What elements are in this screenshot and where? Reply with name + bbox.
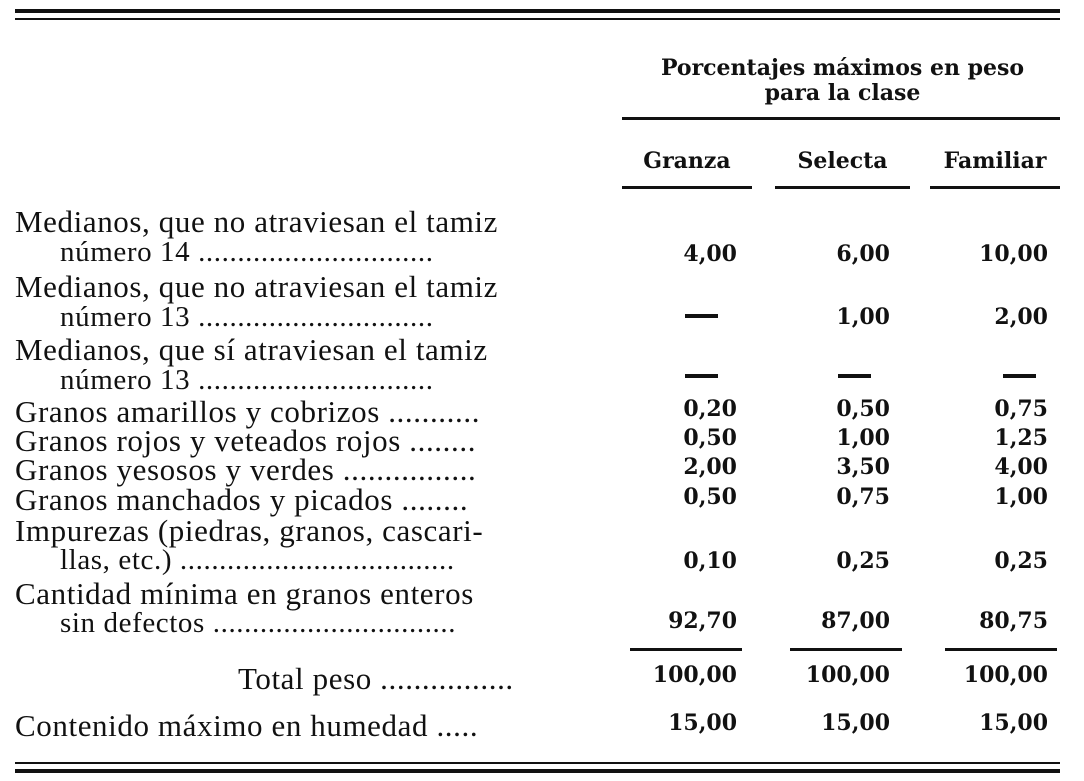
total-selecta: 100,00 bbox=[805, 662, 890, 688]
humidity-granza: 15,00 bbox=[668, 710, 737, 736]
group-title-rule bbox=[622, 117, 1060, 120]
cell-selecta: 0,50 bbox=[836, 396, 890, 422]
humidity-label: Contenido máximo en humedad ..... bbox=[15, 708, 479, 743]
row-label: Medianos, que sí atraviesan el tamiz bbox=[15, 332, 488, 367]
total-familiar: 100,00 bbox=[963, 662, 1048, 688]
cell-familiar: 2,00 bbox=[994, 304, 1048, 330]
cell-familiar: 10,00 bbox=[979, 241, 1048, 267]
cell-familiar: 4,00 bbox=[994, 454, 1048, 480]
cell-selecta: 0,25 bbox=[836, 548, 890, 574]
column-header-rule-familiar bbox=[930, 186, 1060, 189]
cell-selecta: 3,50 bbox=[836, 454, 890, 480]
cell-familiar: 1,25 bbox=[994, 425, 1048, 451]
top-rule-thin bbox=[15, 18, 1060, 20]
cell-selecta: 1,00 bbox=[836, 304, 890, 330]
cell-selecta-dash bbox=[838, 374, 871, 378]
cell-granza: 0,20 bbox=[683, 396, 737, 422]
row-label: Medianos, que no atraviesan el tamiz bbox=[15, 204, 498, 239]
total-granza: 100,00 bbox=[652, 662, 737, 688]
cell-granza: 0,50 bbox=[683, 425, 737, 451]
cell-granza-dash bbox=[685, 314, 718, 318]
humidity-familiar: 15,00 bbox=[979, 710, 1048, 736]
cell-granza: 0,10 bbox=[683, 548, 737, 574]
column-header-familiar: Familiar bbox=[943, 148, 1047, 174]
total-rule-selecta bbox=[790, 648, 902, 651]
cell-selecta: 1,00 bbox=[836, 425, 890, 451]
cell-selecta: 87,00 bbox=[821, 608, 890, 634]
row-label: Granos rojos y veteados rojos ........ bbox=[15, 423, 477, 458]
row-label: Granos manchados y picados ........ bbox=[15, 482, 469, 517]
cell-granza: 2,00 bbox=[683, 454, 737, 480]
cell-familiar: 80,75 bbox=[979, 608, 1048, 634]
cell-familiar: 0,75 bbox=[994, 396, 1048, 422]
bottom-rule-thick bbox=[15, 769, 1060, 773]
cell-selecta: 6,00 bbox=[836, 241, 890, 267]
group-title-line2: para la clase bbox=[764, 80, 921, 106]
total-label: Total peso ................ bbox=[238, 661, 514, 696]
group-title-line1: Porcentajes máximos en peso bbox=[660, 55, 1025, 81]
cell-selecta: 0,75 bbox=[836, 484, 890, 510]
column-header-rule-selecta bbox=[775, 186, 910, 189]
cell-familiar-dash bbox=[1003, 374, 1036, 378]
cell-granza: 0,50 bbox=[683, 484, 737, 510]
bottom-rule-thin bbox=[15, 762, 1060, 764]
cell-familiar: 0,25 bbox=[994, 548, 1048, 574]
cell-familiar: 1,00 bbox=[994, 484, 1048, 510]
cell-granza-dash bbox=[685, 374, 718, 378]
column-header-selecta: Selecta bbox=[797, 148, 888, 174]
humidity-selecta: 15,00 bbox=[821, 710, 890, 736]
total-rule-granza bbox=[630, 648, 742, 651]
cell-granza: 92,70 bbox=[668, 608, 737, 634]
row-label-continuation: número 14 .............................. bbox=[60, 236, 434, 268]
column-header-rule-granza bbox=[622, 186, 752, 189]
row-label-continuation: llas, etc.) ................................... bbox=[60, 544, 455, 576]
cell-granza: 4,00 bbox=[683, 241, 737, 267]
total-rule-familiar bbox=[945, 648, 1057, 651]
row-label: Cantidad mínima en granos enteros bbox=[15, 576, 474, 611]
row-label-continuation: número 13 .............................. bbox=[60, 301, 434, 333]
row-label-continuation: número 13 .............................. bbox=[60, 364, 434, 396]
column-header-granza: Granza bbox=[643, 148, 731, 174]
top-rule-thick bbox=[15, 9, 1060, 13]
row-label: Granos amarillos y cobrizos ........... bbox=[15, 394, 481, 429]
row-label-continuation: sin defectos ............................... bbox=[60, 607, 457, 639]
row-label: Granos yesosos y verdes ................ bbox=[15, 452, 477, 487]
row-label: Impurezas (piedras, granos, cascari- bbox=[15, 513, 484, 548]
row-label: Medianos, que no atraviesan el tamiz bbox=[15, 269, 498, 304]
